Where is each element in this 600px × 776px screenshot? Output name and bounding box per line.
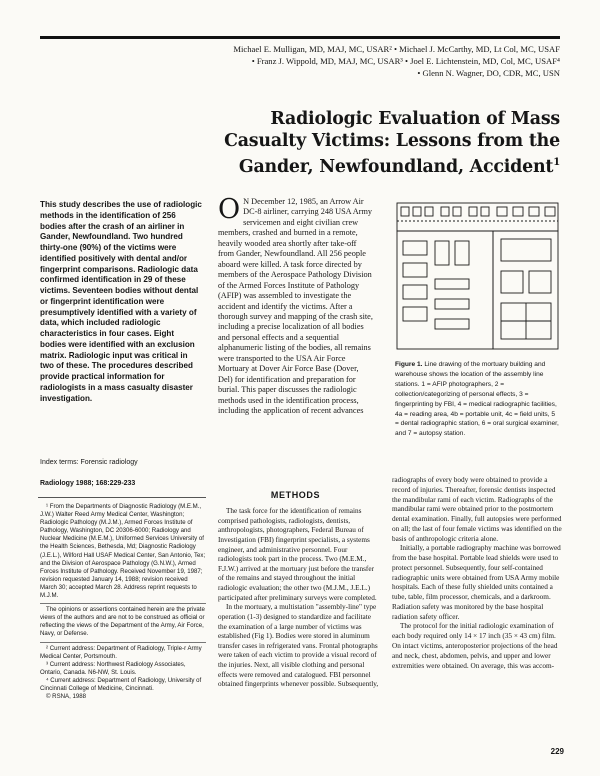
footnote-divider: [40, 603, 206, 604]
paragraph: The task force for the identification of remains comprised pathologists, radiologists, dentists, anthropologists, photographers, Federal Bureau of Investigation (FBI) fingerprint specialists, a systems engineer, and administrative personnel. Four radiologists took part in the process. Two (M.E.M., F.J.W.) arrived at the mortuary just before the transfer of the remains and stayed throughout the initial radiologic evaluation; the other two (M.J.M., J.E.L.) participated after preliminary surveys were completed.: [218, 507, 377, 602]
figure-caption-text: Line drawing of the mortuary building and warehouse shows the location of the assembly line stations. 1 = AFIP photographers, 2 = collection/categorizing of personal effects, 3 = fingerprinting by FBI, 4 = medical radiographic facilities, 4a = reading area, 4b = portable unit, 4c = field units, 5 = dental radiographic station, 6 = oral surgical examiner, and 7 = autopsy station.: [395, 361, 559, 438]
figure-caption: [395, 360, 560, 439]
journal-citation: Radiology 1988; 168:229-233: [40, 480, 136, 487]
title-line: Radiologic Evaluation of Mass: [270, 109, 560, 129]
footnote-divider: [40, 642, 206, 643]
header-rule: [40, 36, 560, 39]
footnote: ³ Current address: Northwest Radiology Associates, Ontario, Canada. N6-NW, St. Louis.: [40, 660, 186, 676]
figure-label: Figure 1.: [395, 361, 423, 368]
author-line: Michael E. Mulligan, MD, MAJ, MC, USAR² • Michael J. McCarthy, MD, Lt Col, MC, USAF: [233, 44, 560, 54]
introduction-text: [218, 194, 373, 417]
title-footnote-mark: 1: [553, 157, 560, 168]
footnote: ⁴ Current address: Department of Radiology, University of Cincinnati College of Medicine, Cincinnati.: [40, 676, 202, 692]
paragraph: Initially, a portable radiography machine was borrowed from the base hospital. Portable lead shields were used to protect personnel. Subsequently, four self-contained radiographic units were obtained from USA Army mobile hospitals. Each of these fully shielded units contained a tube, table, film processor, chemicals, and a darkroom. Radiation safety was monitored by the base hospital radiation safety officer.: [392, 544, 561, 621]
footnote: The opinions or assertions contained herein are the private views of the authors and are not to be construed as official or reflecting the views of the Department of the Army, Air Force, Navy, or Defense.: [40, 606, 205, 638]
footnote-rule: [38, 497, 206, 498]
paragraph: In the mortuary, a multistation "assembly-line" type operation (1-3) designed to standardize and facilitate the examination of a large number of victims was established (Fig 1). Bodies were stored in aluminum transfer cases in refrigerated vans. Frontal photographs were taken of each victim to provide a visual record of the injuries. Next, all visible clothing and personal effects were removed and catalogued. FBI personnel obtained fingerprints whenever possible. Subsequently,: [218, 603, 379, 689]
article-title: [130, 108, 560, 178]
methods-heading: METHODS: [270, 490, 321, 500]
author-list: [60, 43, 560, 80]
copyright: © RSNA, 1988: [46, 693, 87, 701]
title-line: Casualty Victims: Lessons from the: [224, 131, 560, 151]
paragraph: radiographs of every body were obtained to provide a record of injuries. Thereafter, forensic dentists inspected the mandibular rami of each victim. Radiographs of the mandibular rami were obtained prior to the postmortem dental examination. Finally, full autopsies were performed on all; the last of four female victims was identified on the basis of anthropologic criteria alone.: [392, 476, 562, 543]
footnote: ¹ From the Departments of Diagnostic Radiology (M.E.M., J.W.) Walter Reed Army Medical Center, Washington; Radiologic Pathology (M.J.M.), Armed Forces Institute of Pathology, Washington, DC 20306-6000; Radiology and Nuclear Medicine (M.E.M.), Uniformed Services University of the Health Sciences, Bethesda, Md; Diagnostic Radiology (J.E.L.), Wilford Hall USAF Medical Center, San Antonio, Tex; and the Division of Aerospace Pathology (G.N.W.), Armed Forces Institute of Pathology. Received November 19, 1987; revision requested January 14, 1988; revision received March 30; accepted March 28. Address reprint requests to M.J.M.: [40, 503, 206, 600]
author-line: • Franz J. Wippold, MD, MAJ, MC, USAR³ • Joel E. Lichtenstein, MD, Col, MC, USAF⁴: [251, 56, 560, 67]
author-line: • Glenn N. Wagner, DO, CDR, MC, USN: [417, 68, 560, 79]
index-terms: Index terms: Forensic radiology: [40, 459, 138, 466]
mortuary-floor-plan-figure: [395, 199, 560, 351]
drop-cap: O: [218, 194, 241, 225]
page-number: 229: [550, 747, 564, 756]
abstract: This study describes the use of radiologic methods in the identification of 256 bodies after the crash of an airliner in Gander, Newfoundland. Two hundred thirty-one (90%) of the victims were identified positively with dental and/or fingerprint comparisons. Radiologic data confirmed identification in 29 of these victims. Seventeen bodies without dental or fingerprint identification were presumptively identified with a variety of data, which included radiologic characteristics in four cases. Eight bodies were identified with an exclusion matrix. Radiologic input was critical in two of these. The procedures described provide practical information for radiologists in a mass casualty disaster investigation.: [40, 200, 202, 403]
methods-section: [218, 507, 380, 690]
right-column-text: [392, 476, 562, 671]
footnote: ² Current address: Department of Radiology, Triple-r Army Medical Center, Portsmouth.: [40, 644, 202, 660]
paragraph: The protocol for the initial radiologic examination of each body required only 14 × 17 inch (35 × 43 cm) film. On intact victims, anteroposterior projections of the head and neck, chest, abdomen, pelvis, and upper and lower extremities were obtained. On average, this was accom-: [392, 622, 558, 670]
footnotes: [40, 503, 206, 701]
title-line: Gander, Newfoundland, Accident$^1$: [238, 156, 560, 177]
intro-body: N December 12, 1985, an Arrow Air DC-8 airliner, carrying 248 USA Army servicemen and eight civilian crew members, crashed and burned in a remote, heavily wooded area shortly after take-off from Gander, Newfoundland. All 256 people aboard were killed. A task force directed by members of the Aerospace Pathology Division of the Armed Forces Institute of Pathology (AFIP) was assembled to investigate the accident and identify the victims. After a thorough survey and mapping of the crash site, including a precise localization of all bodies and personal effects and a sequential alphanumeric listing of the bodies, all remains were transported to the USA Air Force Mortuary at Dover Air Force Base (Dover, Del) for identification and preparation for burial. This paper discusses the radiologic methods used in the identification process, including the application of recent advances: [218, 197, 373, 416]
